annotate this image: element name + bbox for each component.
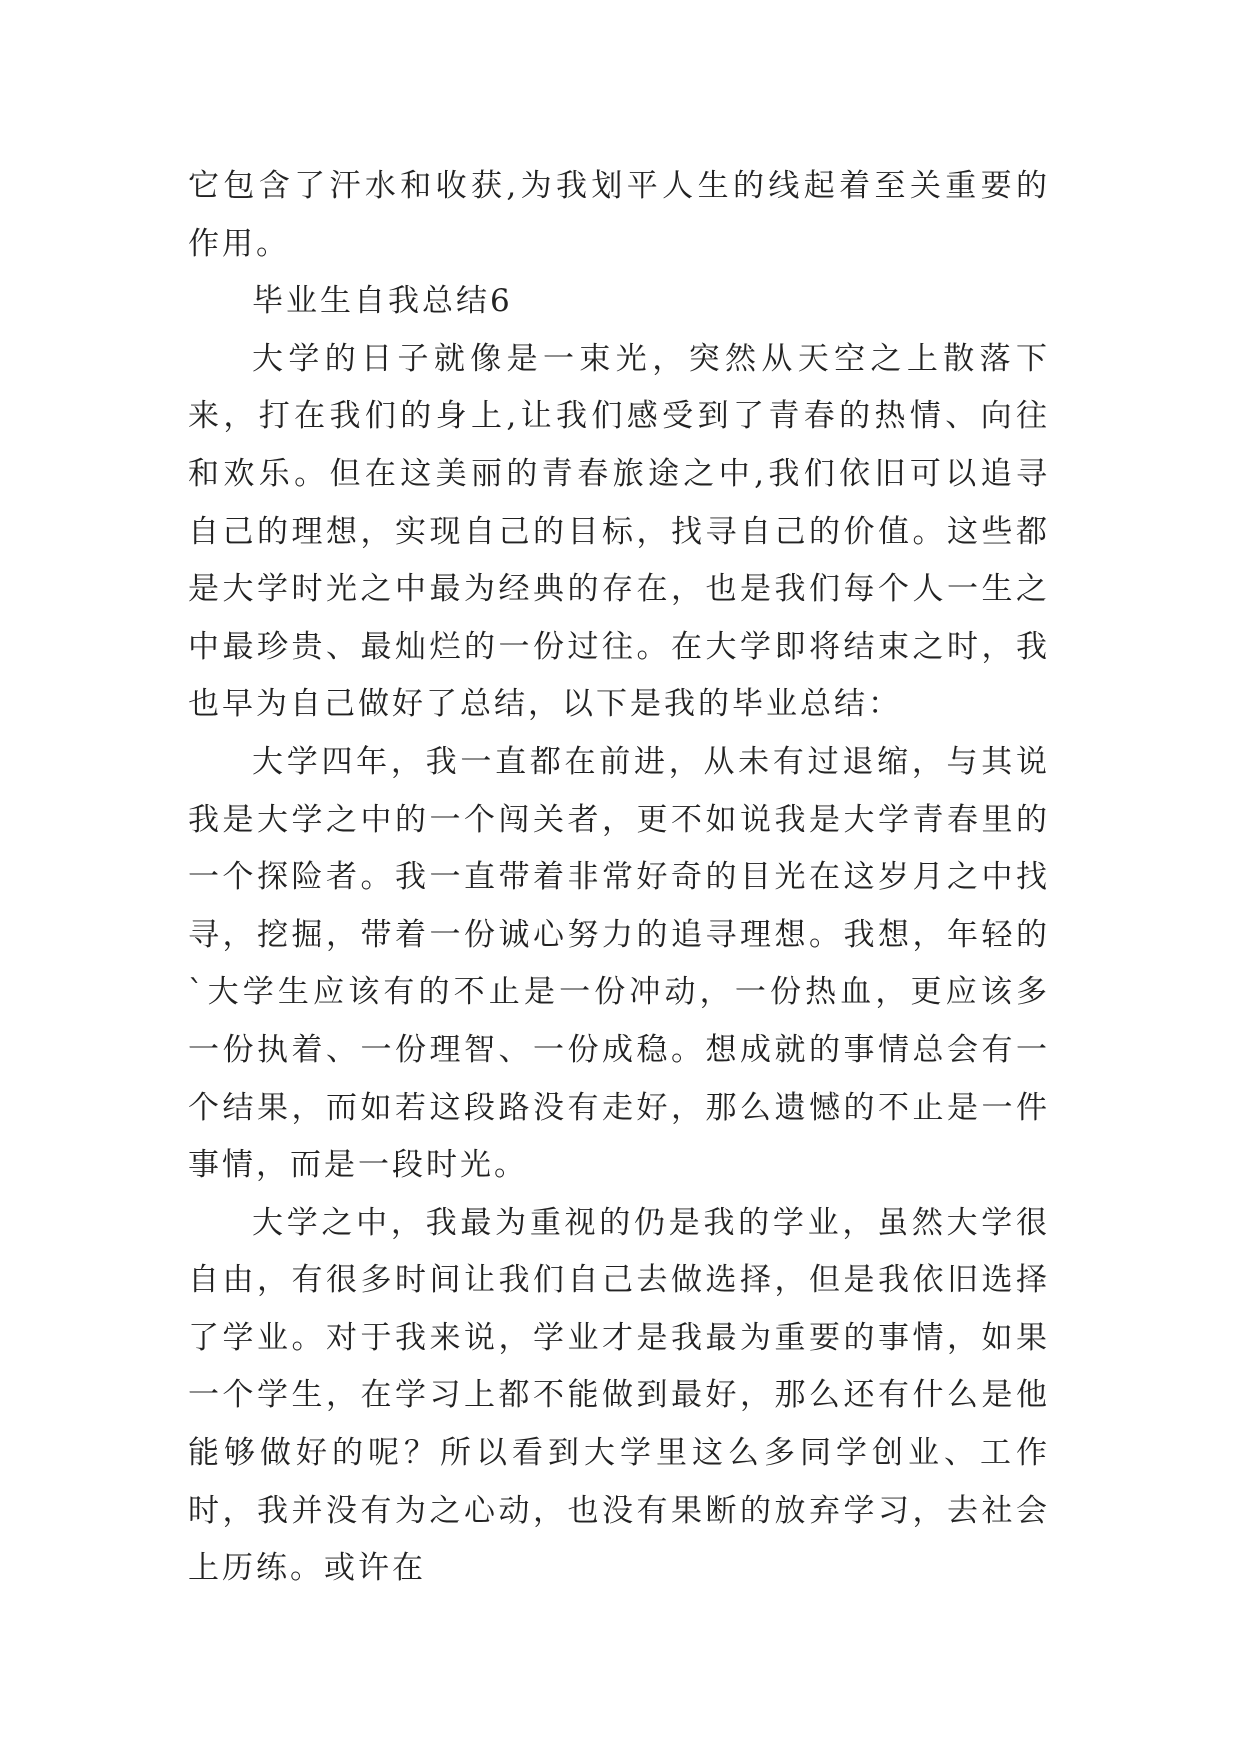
paragraph-intro: 大学的日子就像是一束光，突然从天空之上散落下来，打在我们的身上,让我们感受到了青春的热情、向往和欢乐。但在这美丽的青春旅途之中,我们依旧可以追寻自己的理想，实现自己的目标，找寻自己的价值。这些都是大学时光之中最为经典的存在，也是我们每个人一生之中最珍贵、最灿烂的一份过往。在大学即将结束之时，我也早为自己做好了总结，以下是我的毕业总结： — [188, 340, 1050, 723]
paragraph-four-years: 大学四年，我一直都在前进，从未有过退缩，与其说我是大学之中的一个闯关者，更不如说我是大学青春里的一个探险者。我一直带着非常好奇的目光在这岁月之中找寻，挖掘，带着一份诚心努力的追寻理想。我想，年轻的`大学生应该有的不止是一份冲动，一份热血，更应该多一份执着、一份理智、一份成稳。想成就的事情总会有一个结果，而如若这段路没有走好，那么遗憾的不止是一件事情，而是一段时光。 — [188, 743, 1050, 1184]
document-body — [188, 158, 1050, 1598]
section-heading: 毕业生自我总结6 — [252, 283, 513, 320]
paragraph-studies: 大学之中，我最为重视的仍是我的学业，虽然大学很自由，有很多时间让我们自己去做选择，但是我依旧选择了学业。对于我来说，学业才是我最为重要的事情，如果一个学生，在学习上都不能做到最好，那么还有什么是他能够做好的呢？所以看到大学里这么多同学创业、工作时，我并没有为之心动，也没有果断的放弃学习，去社会上历练。或许在 — [188, 1204, 1050, 1587]
paragraph-continuation: 它包含了汗水和收获,为我划平人生的线起着至关重要的作用。 — [188, 168, 1050, 262]
